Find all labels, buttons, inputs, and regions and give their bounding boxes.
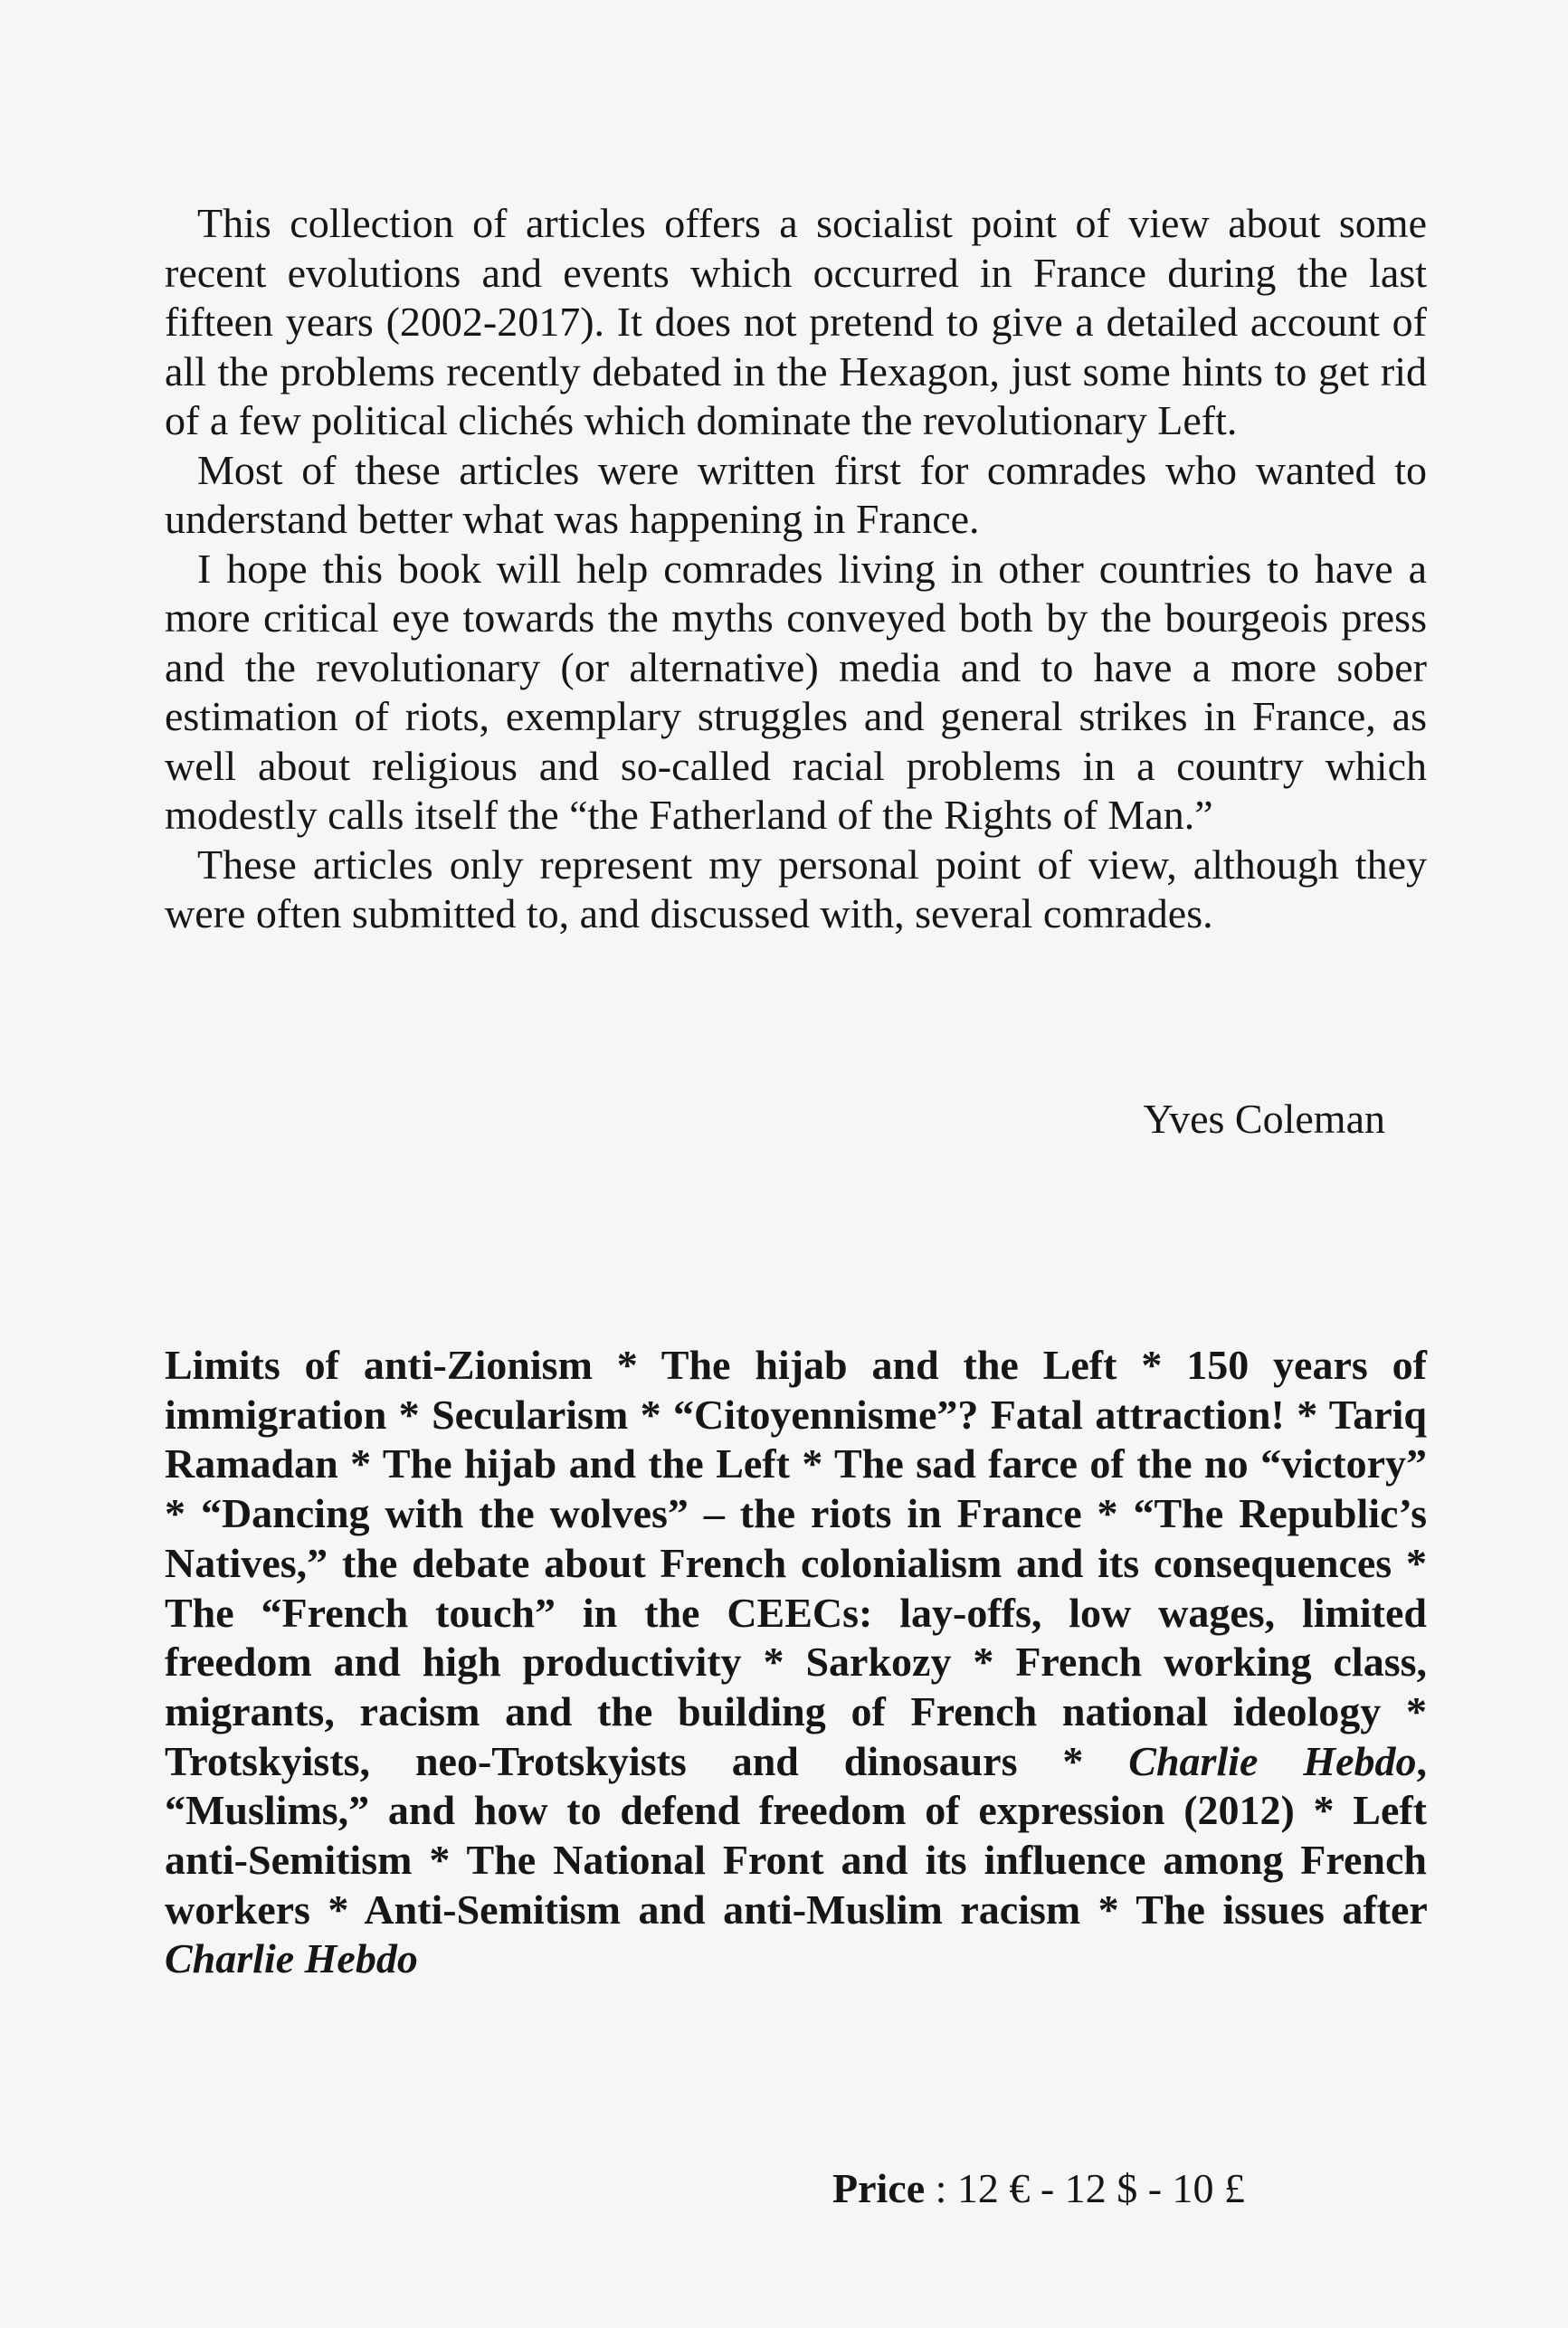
intro-paragraph-1: This collection of articles offers a socialist point of view about some recent evolutions and events which occurred in France during the last fifteen years (2002-2017). It does not pretend to give a detailed account of all the problems recently debated in the Hexagon, just some hints to get rid of a few political clichés which dominate the revolutionary Left. (165, 200, 1427, 443)
topics-italic-title-1: Charlie Hebdo (1128, 1737, 1417, 1784)
intro-paragraph-4: These articles only represent my personal point of view, although they were often submitted to, and discussed with, several comrades. (165, 841, 1427, 936)
price-line (832, 2164, 1245, 2213)
price-value: 12 € - 12 $ - 10 £ (956, 2165, 1246, 2211)
price-label: Price (832, 2165, 926, 2211)
topics-list (165, 1341, 1427, 1984)
topics-italic-title-2: Charlie Hebdo (165, 1935, 418, 1982)
intro-paragraph-2: Most of these articles were written first for comrades who wanted to understand better what was happening in France. (165, 446, 1427, 542)
intro-paragraph-3: I hope this book will help comrades living in other countries to have a more critical eye towards the myths conveyed both by the bourgeois press and the revolutionary (or alternative) media and to have a more sober estimation of riots, exemplary struggles and general strikes in France, as well about religious and so-called racial problems in a country which modestly calls itself the “the Fatherland of the Rights of Man.” (165, 545, 1427, 838)
price-separator: : (925, 2165, 957, 2211)
topics-text-part-2: , “Muslims,” and how to defend freedom of expression (2012) * Left anti-Semitism * The National Front and its influence among French workers * Anti-Semitism and anti-Muslim racism * The issues after (165, 1737, 1428, 1933)
author-signature: Yves Coleman (1143, 1096, 1385, 1142)
intro-text (165, 199, 1427, 939)
topics-text-part-1: Limits of anti-Zionism * The hijab and the Left * 150 years of immigration * Secularism * “Citoyennisme”? Fatal attraction! * Tariq Ramadan * The hijab and the Left * The sad farce of the no “victory” * “Dancing with the wolves” – the riots in France * “The Republic’s Natives,” the debate about French colonialism and its consequences * The “French touch” in the CEECs: lay-offs, low wages, limited freedom and high productivity * Sarkozy * French working class, migrants, racism and the building of French national ideology * Trotskyists, neo-Trotskyists and dinosaurs * (165, 1342, 1427, 1784)
